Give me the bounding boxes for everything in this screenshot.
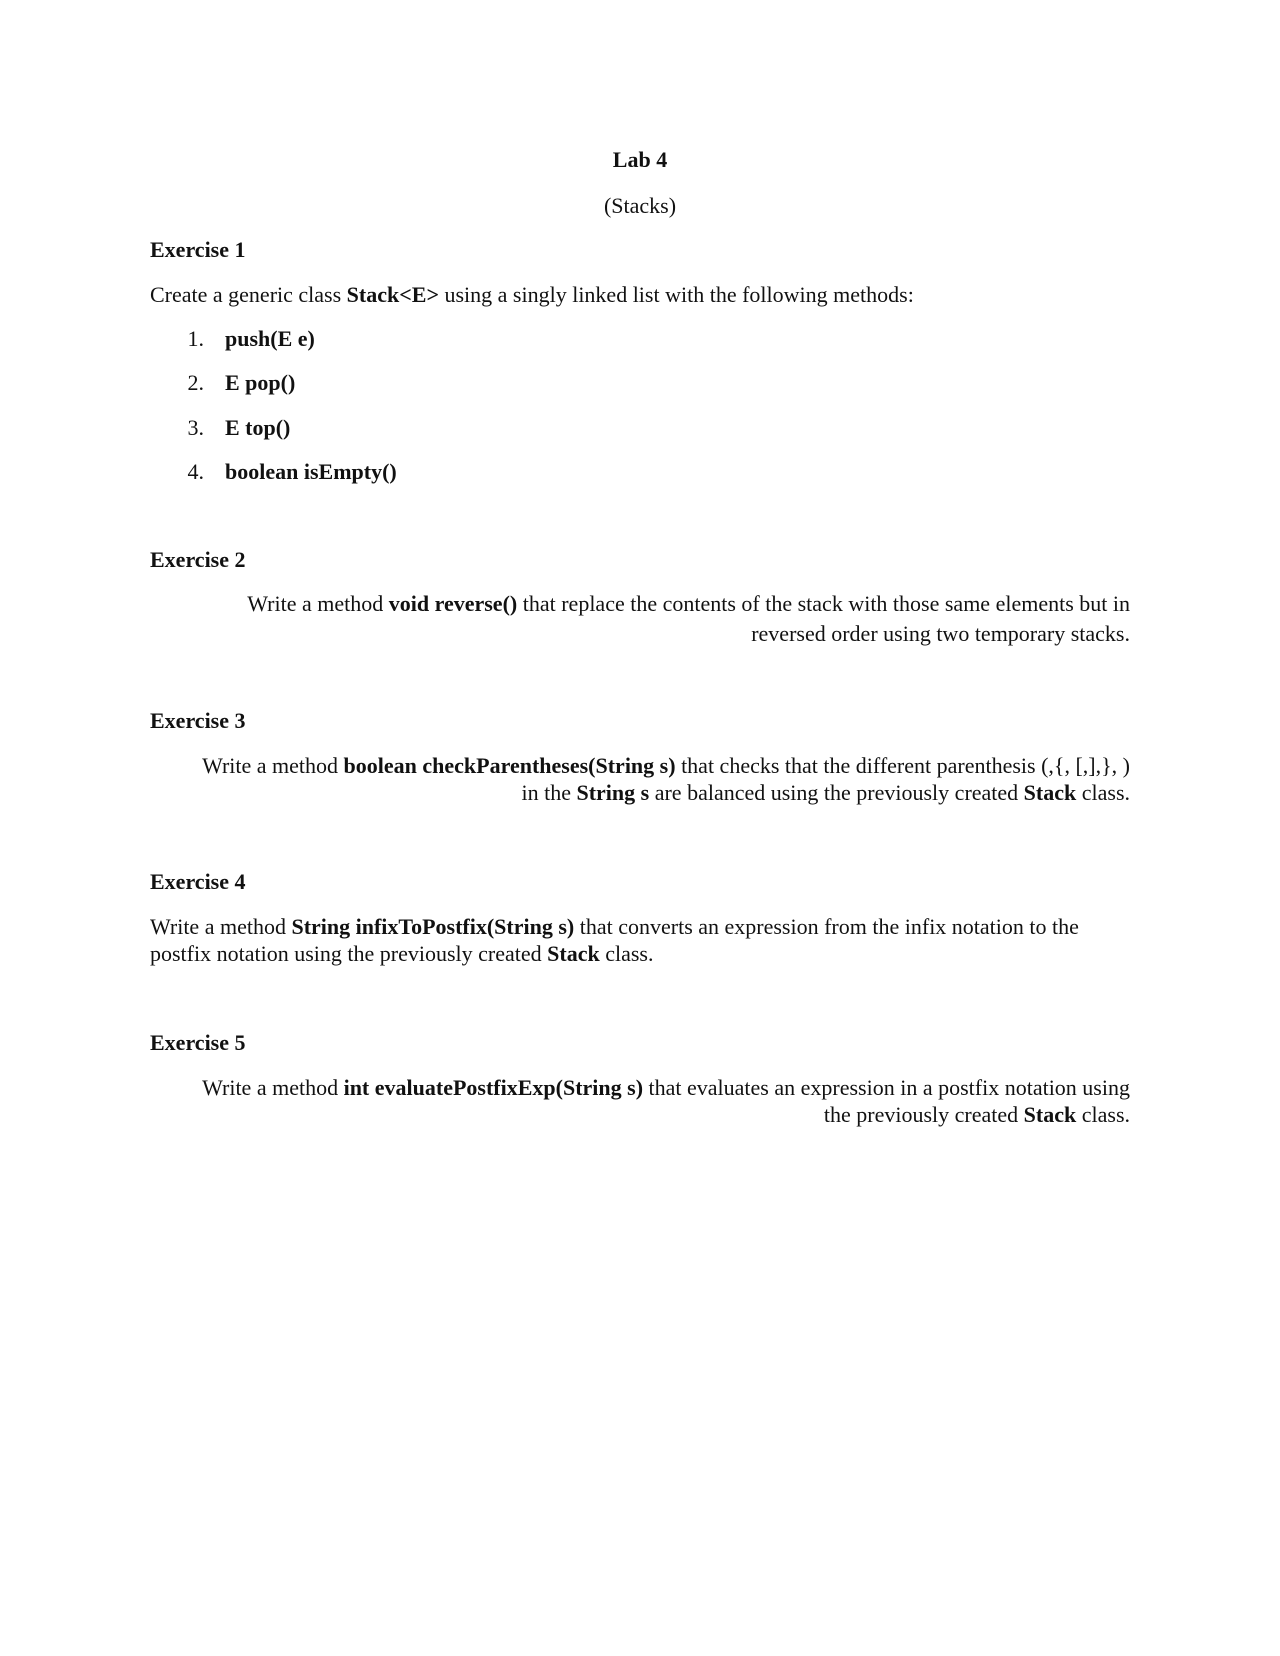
exercise-5-text: Write a method [202, 1075, 344, 1100]
list-item-method: E pop() [225, 370, 296, 395]
exercise-3-line-1 [202, 752, 1130, 780]
exercise-5-method-name: int evaluatePostfixExp(String s) [343, 1075, 644, 1100]
exercise-2-text-end: that replace the contents of the stack with those same elements but in [517, 591, 1130, 616]
exercise-2-text: Write a method [247, 591, 389, 616]
exercise-2-method-name: void reverse() [388, 591, 518, 616]
exercise-1-intro-text: Create a generic class [150, 282, 347, 307]
exercise-3-text-end: that checks that the different parenthesis (,{, [,],}, ) [675, 753, 1130, 778]
exercise-4-method-name: String infixToPostfix(String s) [291, 914, 575, 939]
exercise-5-line-2-text: the previously created [823, 1102, 1024, 1127]
exercise-3-text: Write a method [202, 753, 344, 778]
exercise-3-line-2-end: class. [1076, 780, 1130, 805]
exercise-4-line-2-text: postfix notation using the previously created [150, 941, 548, 966]
list-item-marker: 3. [187, 415, 204, 440]
exercise-1-heading: Exercise 1 [150, 237, 246, 262]
exercise-3-line-2 [521, 779, 1130, 807]
exercise-2-heading: Exercise 2 [150, 547, 246, 572]
list-item-method: push(E e) [225, 326, 315, 351]
exercise-4-text: Write a method [150, 914, 292, 939]
exercise-3-class-name: Stack [1023, 780, 1077, 805]
exercise-3-heading: Exercise 3 [150, 708, 246, 733]
exercise-3-line-2-text: in the [521, 780, 577, 805]
exercise-3-parameter: String s [576, 780, 650, 805]
exercise-5-heading: Exercise 5 [150, 1030, 246, 1055]
exercise-3-method-name: boolean checkParentheses(String s) [343, 753, 676, 778]
exercise-4-class-name: Stack [547, 941, 600, 966]
exercise-4-line-2 [150, 940, 653, 968]
exercise-5-line-2 [824, 1101, 1130, 1129]
exercise-2-line-1 [247, 590, 1130, 618]
document-title: Lab 4 [612, 147, 668, 172]
list-item-method: boolean isEmpty() [225, 459, 397, 484]
exercise-5-text-end: that evaluates an expression in a postfix notation using [643, 1075, 1130, 1100]
exercise-5-line-2-end: class. [1076, 1102, 1130, 1127]
exercise-5-line-1 [202, 1074, 1130, 1102]
document-subtitle: (Stacks) [603, 193, 677, 218]
list-item-marker: 4. [187, 459, 204, 484]
exercise-4-line-2-end: class. [599, 941, 654, 966]
list-item-marker: 1. [187, 326, 204, 351]
exercise-5-class-name: Stack [1023, 1102, 1077, 1127]
exercise-4-heading: Exercise 4 [150, 869, 246, 894]
exercise-1-intro [150, 281, 914, 309]
exercise-1-intro-text-end: using a singly linked list with the following methods: [438, 282, 914, 307]
exercise-2-line-2: reversed order using two temporary stacks. [751, 621, 1130, 646]
list-item-marker: 2. [187, 370, 204, 395]
exercise-3-line-2-mid: are balanced using the previously created [649, 780, 1024, 805]
exercise-4-text-end: that converts an expression from the infix notation to the [574, 914, 1079, 939]
exercise-4-line-1 [150, 913, 1079, 941]
exercise-1-class-name: Stack<E> [346, 282, 439, 307]
list-item-method: E top() [225, 415, 291, 440]
